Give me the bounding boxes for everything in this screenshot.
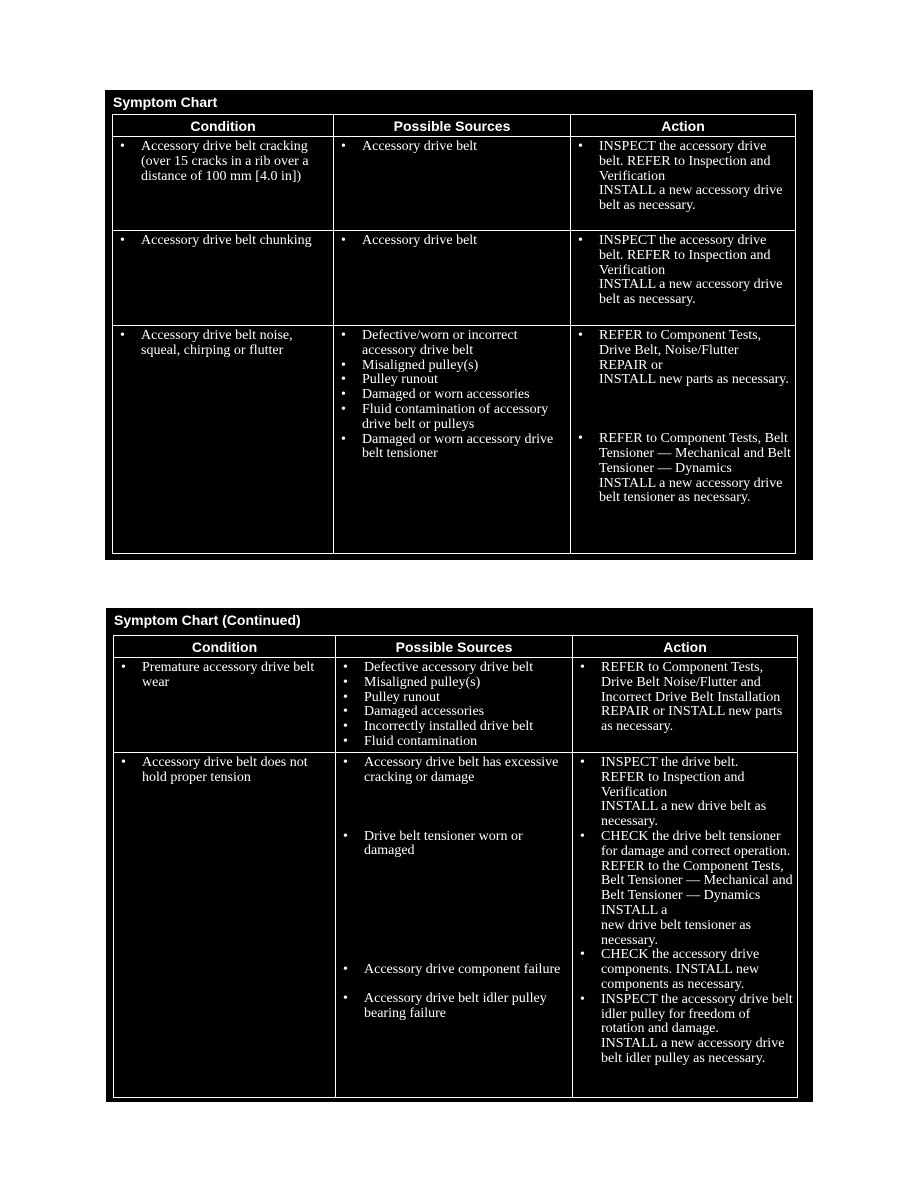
condition-cell: [113, 231, 334, 326]
condition-cell: [113, 137, 334, 231]
list-item: • Defective/worn or incorrect accessory drive belt: [340, 329, 566, 359]
action-cell: [571, 326, 796, 554]
list-item: [577, 329, 791, 388]
action-cell: [571, 231, 796, 326]
list-item: [579, 756, 793, 830]
list-item: • Pulley runout: [342, 691, 568, 706]
list-item: • Misaligned pulley(s): [342, 676, 568, 691]
list-item: • Accessory drive belt noise, squeal, chirping or flutter: [119, 329, 329, 359]
col-header-action: Action: [573, 636, 798, 658]
sources-cell: [334, 326, 571, 554]
action-line: INSTALL a new drive belt as necessary.: [601, 799, 767, 830]
list-item: • Misaligned pulley(s): [340, 359, 566, 374]
action-cell: [571, 137, 796, 231]
action-line: • REFER to Component Tests, Drive Belt, Noise/Flutter: [599, 328, 762, 358]
list-item: [579, 993, 793, 1067]
list-item: • Accessory drive belt cracking (over 15 cracks in a rib over a distance of 100 mm [4.0 in]): [119, 140, 329, 184]
list-item: • Accessory drive belt does not hold proper tension: [120, 756, 331, 786]
action-line: REPAIR or: [599, 357, 663, 373]
action-line: INSTALL a new accessory drive belt as necessary.: [599, 277, 783, 308]
list-item: • Fluid contamination: [342, 735, 568, 750]
list-item: • Damaged accessories: [342, 705, 568, 720]
list-item: [579, 830, 793, 948]
table-row: [114, 658, 798, 753]
sources-cell: [336, 753, 573, 1098]
action-line: • CHECK the drive belt tensioner for damage and correct operation. REFER to the Component Tests, Belt Tensioner — Mechanical and Belt Tensioner — Dynamics: [601, 828, 793, 904]
list-item: • Damaged or worn accessories: [340, 388, 566, 403]
list-item: • Premature accessory drive belt wear: [120, 661, 331, 691]
chart-title: Symptom Chart: [113, 94, 218, 110]
action-line: REPAIR or INSTALL new parts as necessary.: [601, 704, 783, 735]
action-line: • INSPECT the accessory drive belt idler pulley for freedom of rotation and damage.: [601, 991, 793, 1037]
action-line: • INSPECT the drive belt.: [601, 755, 739, 770]
list-item: • Defective accessory drive belt: [342, 661, 568, 676]
list-item: • Incorrectly installed drive belt: [342, 720, 568, 735]
action-line: INSTALL a new accessory drive belt as necessary.: [599, 183, 783, 214]
action-line: INSTALL a new accessory drive belt idler pulley as necessary.: [601, 1036, 785, 1066]
action-line: new drive belt tensioner as necessary.: [601, 917, 752, 948]
list-item: [577, 432, 791, 506]
table-row: [114, 753, 798, 1098]
action-line: INSTALL new parts as necessary.: [599, 372, 789, 388]
list-item: • Accessory drive component failure: [342, 963, 568, 978]
symptom-chart-2: [106, 608, 813, 1102]
header-row: [114, 636, 798, 658]
sources-cell: [334, 137, 571, 231]
list-item: • Accessory drive belt: [340, 234, 566, 249]
condition-cell: [114, 753, 336, 1098]
col-header-action: Action: [571, 115, 796, 137]
condition-cell: [114, 658, 336, 753]
col-header-sources: Possible Sources: [336, 636, 573, 658]
list-item: • CHECK the accessory drive components. INSTALL new components as necessary.: [579, 948, 793, 992]
table-row: [113, 231, 796, 326]
action-cell: [573, 658, 798, 753]
list-item: [577, 140, 791, 214]
list-item: • Accessory drive belt: [340, 140, 566, 155]
sources-cell: [334, 231, 571, 326]
action-cell: [573, 753, 798, 1098]
sources-cell: [336, 658, 573, 753]
action-line: INSTALL a: [601, 902, 668, 918]
col-header-condition: Condition: [113, 115, 334, 137]
action-line: INSTALL a new accessory drive belt tensioner as necessary.: [599, 475, 783, 506]
action-line: • REFER to Component Tests, Drive Belt Noise/Flutter and Incorrect Drive Belt Installation: [601, 660, 781, 705]
list-item: • Pulley runout: [340, 373, 566, 388]
symptom-table: [113, 635, 798, 1098]
list-item: • Fluid contamination of accessory drive belt or pulleys: [340, 403, 566, 433]
table-row: [113, 326, 796, 554]
symptom-table: [112, 114, 796, 554]
list-item: • Accessory drive belt idler pulley bearing failure: [342, 992, 568, 1022]
col-header-condition: Condition: [114, 636, 336, 658]
action-line: • INSPECT the accessory drive belt. REFER to Inspection and Verification: [599, 233, 771, 278]
list-item: • Accessory drive belt has excessive cracking or damage: [342, 756, 568, 786]
condition-cell: [113, 326, 334, 554]
table-row: [113, 137, 796, 231]
list-item: [579, 661, 793, 735]
chart-title: Symptom Chart (Continued): [114, 612, 301, 628]
list-item: • Drive belt tensioner worn or damaged: [342, 830, 568, 860]
list-item: • Accessory drive belt chunking: [119, 234, 329, 249]
action-line: REFER to Inspection and Verification: [601, 769, 745, 800]
list-item: [577, 234, 791, 308]
header-row: [113, 115, 796, 137]
action-line: • INSPECT the accessory drive belt. REFER to Inspection and Verification: [599, 139, 771, 184]
col-header-sources: Possible Sources: [334, 115, 571, 137]
action-line: • REFER to Component Tests, Belt Tensioner — Mechanical and Belt Tensioner — Dynamics: [599, 431, 791, 476]
list-item: • Damaged or worn accessory drive belt tensioner: [340, 433, 566, 463]
symptom-chart-1: [105, 90, 813, 560]
